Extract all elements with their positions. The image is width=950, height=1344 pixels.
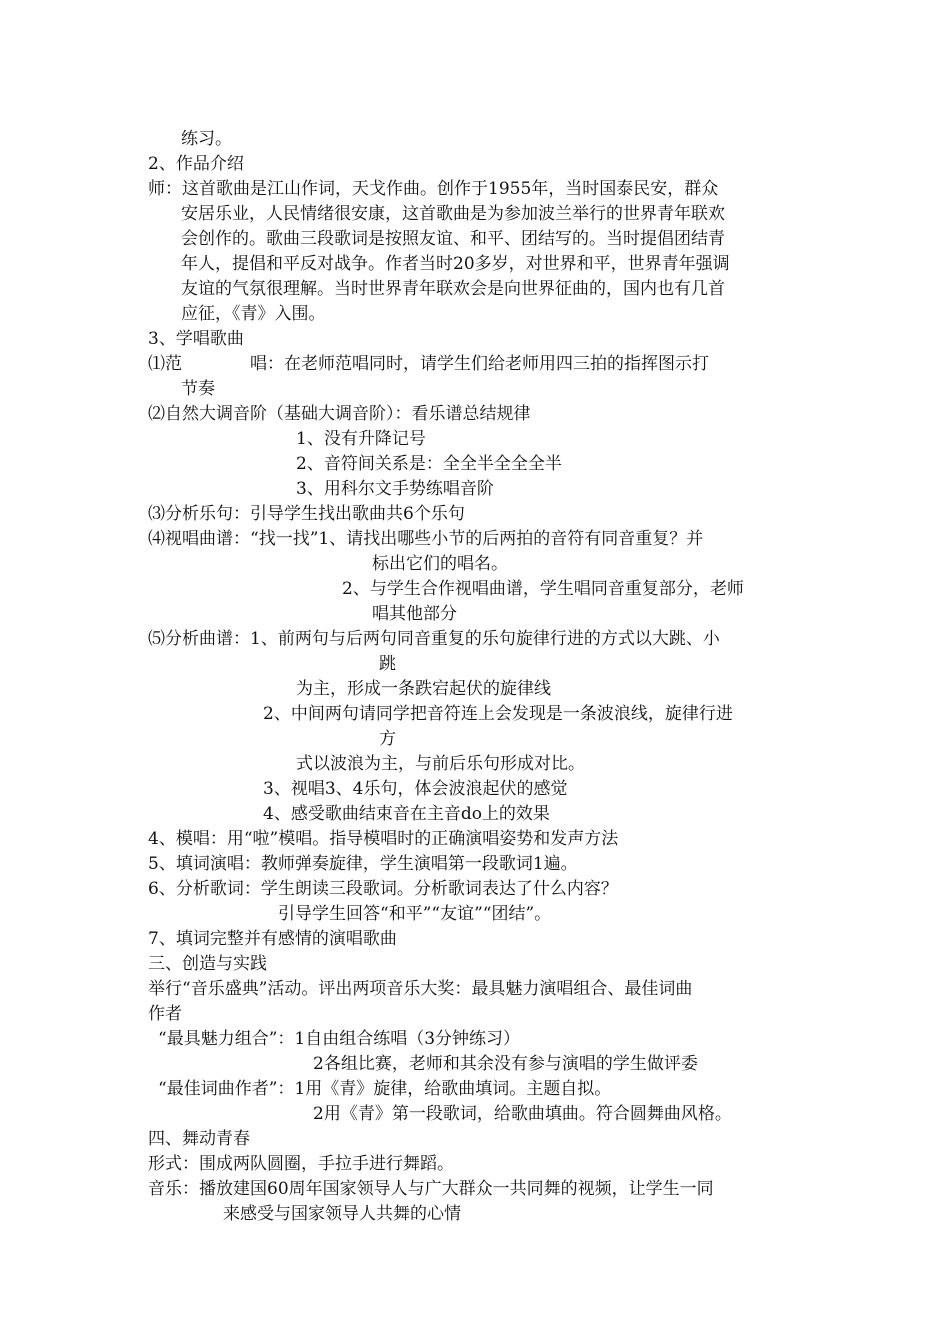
text-line: 友谊的气氛很理解。当时世界青年联欢会是向世界征曲的，国内也有几首	[181, 279, 725, 299]
text-line: ⑸分析曲谱：1、前两句与后两句同音重复的乐句旋律行进的方式以大跳、小	[148, 629, 720, 649]
section-heading: 四、舞动青春	[148, 1129, 250, 1149]
text-line: 作者	[148, 1004, 182, 1024]
text-line: 标出它们的唱名。	[372, 554, 508, 574]
text-line: 方	[379, 729, 396, 749]
text-line: “最具魅力组合”：1自由组合练唱（3分钟练习）	[158, 1029, 521, 1049]
section-heading: 3、学唱歌曲	[148, 329, 244, 349]
text-line: 4、感受歌曲结束音在主音do上的效果	[263, 804, 550, 824]
text-line: ⑴范 唱：在老师范唱同时，请学生们给老师用四三拍的指挥图示打	[148, 354, 709, 374]
text-line: 安居乐业，人民情绪很安康，这首歌曲是为参加波兰举行的世界青年联欢	[181, 204, 725, 224]
text-line: ⑷视唱曲谱：“找一找”1、请找出哪些小节的后两拍的音符有同音重复？并	[148, 529, 704, 549]
text-line: 来感受与国家领导人共舞的心情	[223, 1204, 461, 1224]
section-heading: 2、作品介绍	[148, 154, 244, 174]
text-line: 2各组比赛，老师和其余没有参与演唱的学生做评委	[313, 1054, 698, 1074]
text-line: 2、与学生合作视唱曲谱，学生唱同音重复部分，老师	[342, 579, 744, 599]
text-line: 5、填词演唱：教师弹奏旋律，学生演唱第一段歌词1遍。	[148, 854, 578, 874]
text-line: 年人，提倡和平反对战争。作者当时20多岁，对世界和平，世界青年强调	[181, 254, 730, 274]
text-line: 7、填词完整并有感情的演唱歌曲	[148, 929, 397, 949]
text-line: 3、视唱3、4乐句，体会波浪起伏的感觉	[263, 779, 568, 799]
text-line: 节奏	[181, 379, 215, 399]
text-line: 跳	[379, 654, 396, 674]
text-line: 1、没有升降记号	[296, 429, 426, 449]
text-line: 为主，形成一条跌宕起伏的旋律线	[296, 679, 551, 699]
text-line: 音乐：播放建国60周年国家领导人与广大群众一共同舞的视频，让学生一同	[148, 1179, 714, 1199]
text-line: ⑵自然大调音阶（基础大调音阶）：看乐谱总结规律	[148, 404, 531, 424]
text-line: 举行“音乐盛典”活动。评出两项音乐大奖：最具魅力演唱组合、最佳词曲	[148, 979, 693, 999]
text-line: 3、用科尔文手势练唱音阶	[296, 479, 494, 499]
text-line: 4、模唱：用“啦”模唱。指导模唱时的正确演唱姿势和发声方法	[148, 829, 619, 849]
text-line: ⑶分析乐句：引导学生找出歌曲共6个乐句	[148, 504, 465, 524]
text-line: 6、分析歌词：学生朗读三段歌词。分析歌词表达了什么内容？	[148, 879, 618, 899]
text-line: 会创作的。歌曲三段歌词是按照友谊、和平、团结写的。当时提倡团结青	[181, 229, 725, 249]
text-line: 练习。	[181, 129, 232, 149]
section-heading: 三、创造与实践	[148, 954, 267, 974]
text-line: 应征，《青》入围。	[181, 304, 326, 324]
text-line: “最佳词曲作者”：1用《青》旋律，给歌曲填词。主题自拟。	[158, 1079, 612, 1099]
text-line: 式以波浪为主，与前后乐句形成对比。	[296, 754, 585, 774]
text-line: 2、音符间关系是：全全半全全全半	[296, 454, 562, 474]
text-line: 引导学生回答“和平”“友谊”“团结”。	[278, 904, 552, 924]
text-line: 师：这首歌曲是江山作词，天戈作曲。创作于1955年，当时国泰民安，群众	[148, 179, 719, 199]
text-line: 2、中间两句请同学把音符连上会发现是一条波浪线，旋律行进	[263, 704, 733, 724]
text-line: 2用《青》第一段歌词，给歌曲填曲。符合圆舞曲风格。	[313, 1104, 732, 1124]
text-line: 唱其他部分	[372, 604, 457, 624]
text-line: 形式：围成两队圆圈，手拉手进行舞蹈。	[148, 1154, 454, 1174]
